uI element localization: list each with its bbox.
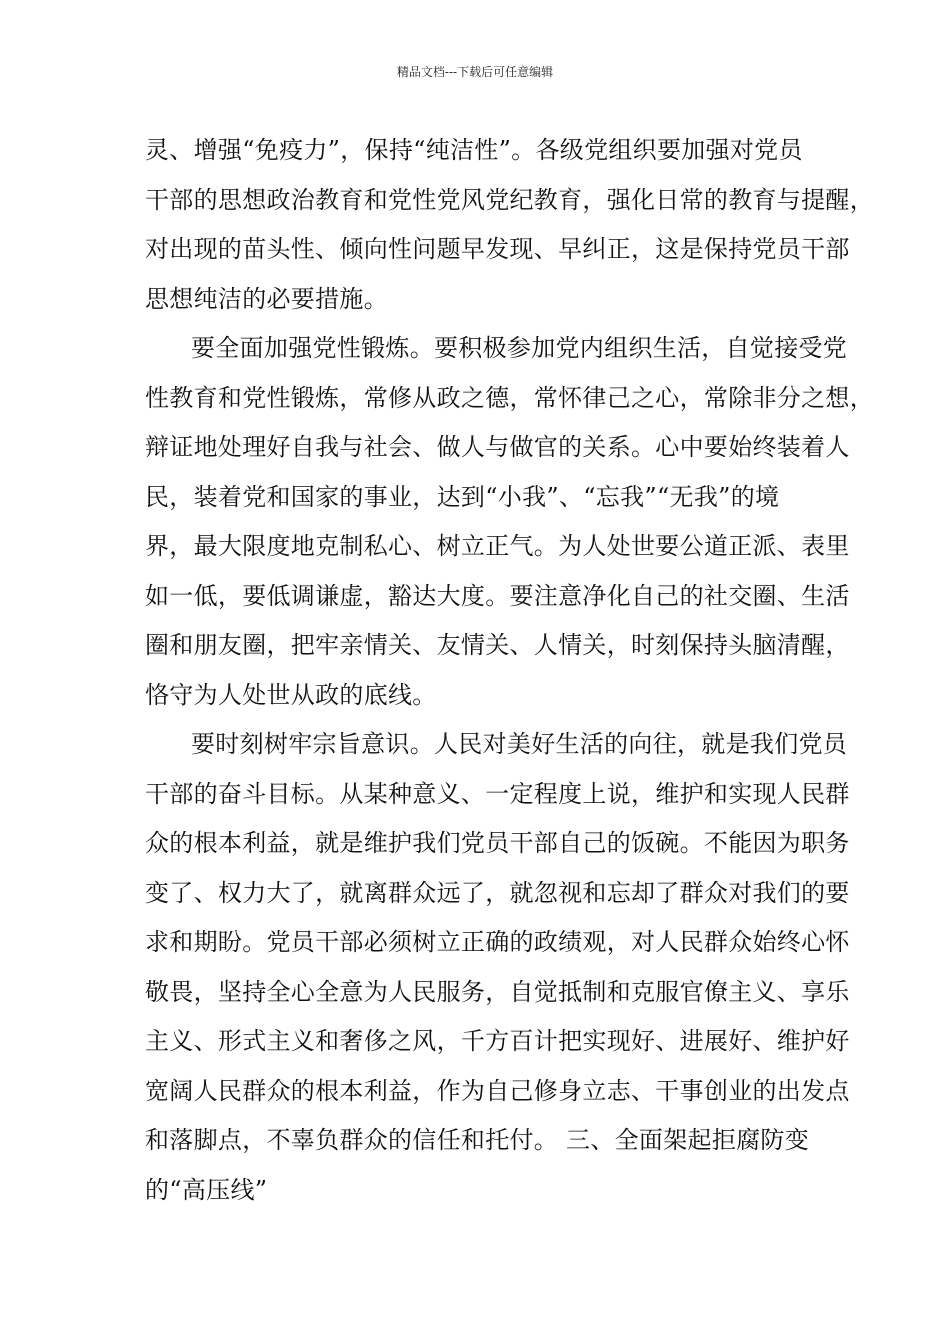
text-line: 灵、增强“免疫力”，保持“纯洁性”。各级党组织要加强对党员 <box>145 136 803 164</box>
text-line: 性教育和党性锻炼，常修从政之德，常怀律己之心，常除非分之想， <box>145 383 874 412</box>
text-line: 思想纯洁的必要措施。 <box>145 284 388 313</box>
text-line: 对出现的苗头性、倾向性问题早发现、早纠正，这是保持党员干部 <box>145 235 850 263</box>
text-line: 圈和朋友圈，把牢亲情关、友情关、人情关，时刻保持头脑清醒， <box>145 631 850 659</box>
text-line: 如一低，要低调谦虚，豁达大度。要注意净化自己的社交圈、生活 <box>145 581 850 610</box>
paragraph-start-line: 要时刻树牢宗旨意识。人民对美好生活的向往，就是我们党员 <box>191 730 848 758</box>
text-line: 敬畏，坚持全心全意为人民服务，自觉抵制和克服官僚主义、享乐 <box>145 977 850 1006</box>
text-line: 和落脚点，不辜负群众的信任和托付。 三、全面架起拒腐防变 <box>145 1126 810 1154</box>
text-line: 求和期盼。党员干部必须树立正确的政绩观，对人民群众始终心怀 <box>145 928 850 956</box>
text-line: 恪守为人处世从政的底线。 <box>145 680 437 709</box>
text-line: 干部的奋斗目标。从某种意义、一定程度上说，维护和实现人民群 <box>145 779 850 808</box>
document-body <box>145 126 874 1215</box>
text-line: 干部的思想政治教育和党性党风党纪教育，强化日常的教育与提醒， <box>145 185 874 214</box>
paragraph-start-line: 要全面加强党性锻炼。要积极参加党内组织生活，自觉接受党 <box>191 334 848 362</box>
text-line: 众的根本利益，就是维护我们党员干部自己的饭碗。不能因为职务 <box>145 829 850 857</box>
text-line: 民，装着党和国家的事业，达到“小我”、“忘我”“无我”的境 <box>145 482 780 511</box>
text-line: 的“高压线” <box>145 1175 268 1204</box>
text-line: 主义、形式主义和奢侈之风，千方百计把实现好、进展好、维护好 <box>145 1027 850 1055</box>
text-line: 辩证地处理好自我与社会、做人与做官的关系。心中要始终装着人 <box>145 433 850 461</box>
text-line: 界，最大限度地克制私心、树立正气。为人处世要公道正派、表里 <box>145 532 850 560</box>
page-header: 精品文档---下载后可任意编辑 <box>396 65 554 79</box>
text-line: 变了、权力大了，就离群众远了，就忽视和忘却了群众对我们的要 <box>145 878 850 907</box>
text-line: 宽阔人民群众的根本利益，作为自己修身立志、干事创业的出发点 <box>145 1076 850 1105</box>
